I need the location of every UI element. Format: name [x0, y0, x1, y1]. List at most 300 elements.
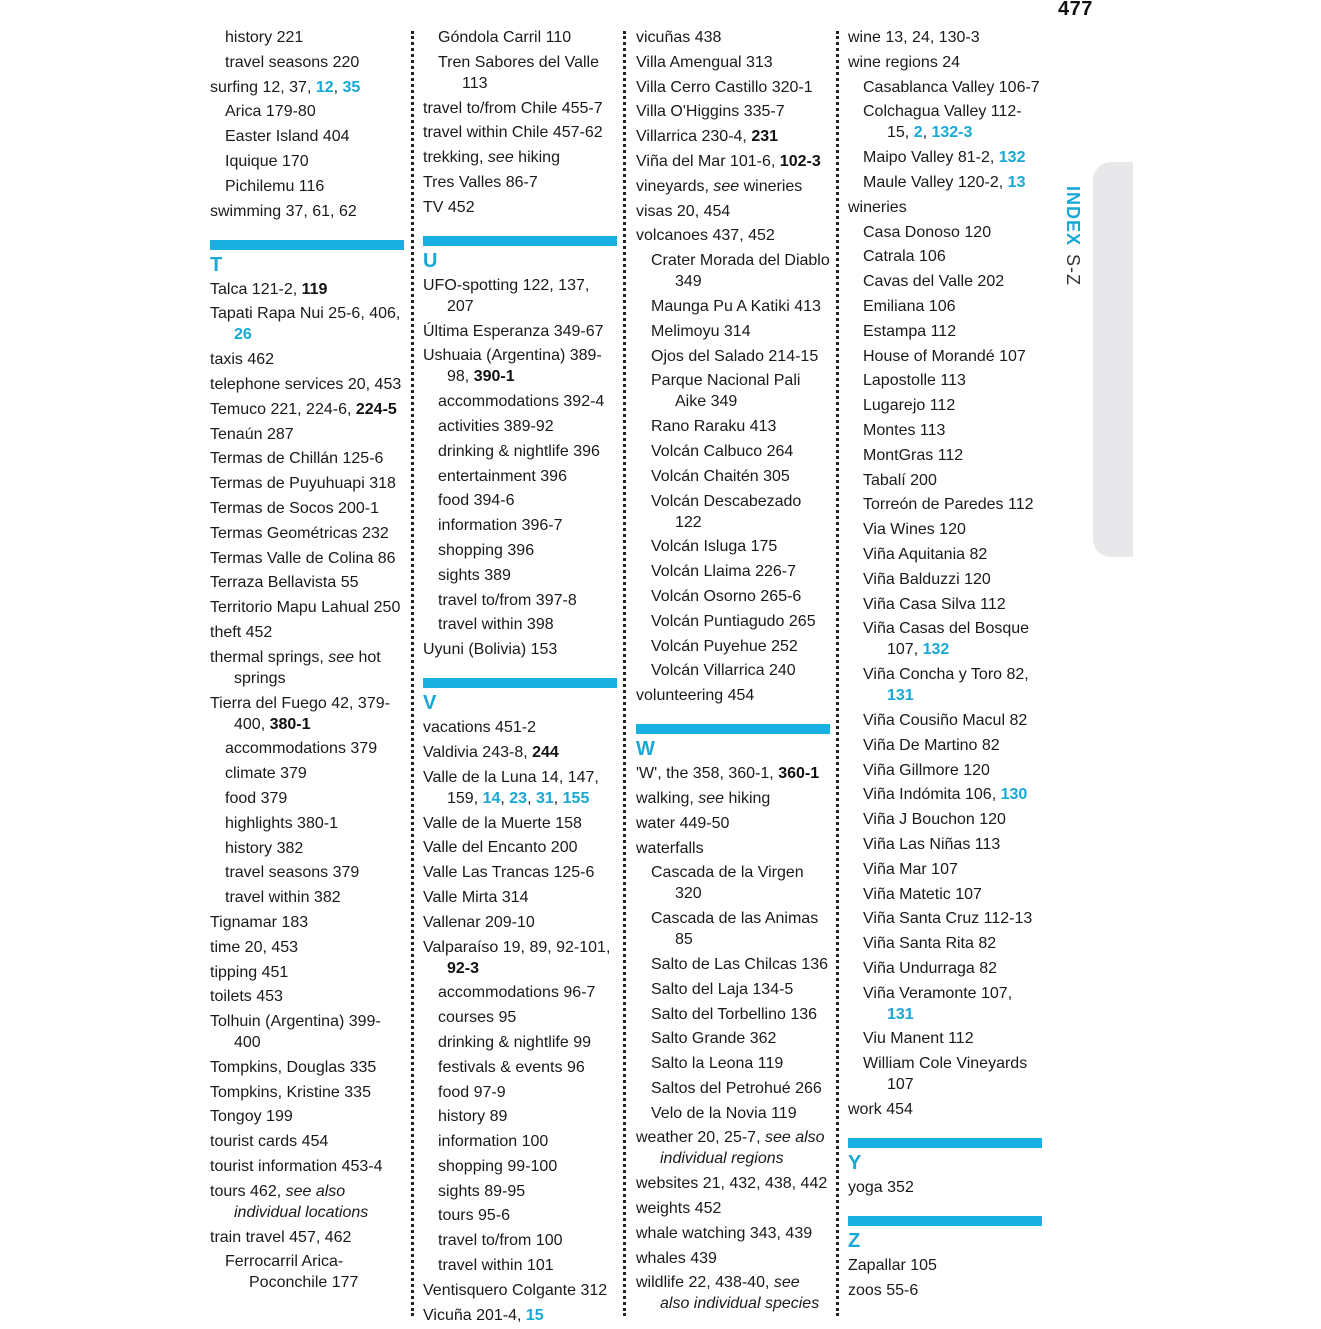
entry-text: Viña J Bouchon 120	[863, 811, 1006, 829]
entry-text: history 221	[225, 29, 304, 46]
index-subentry	[848, 664, 1042, 706]
map-page-ref: 132-3	[931, 124, 973, 142]
index-subentry	[848, 710, 1042, 731]
index-entry	[210, 201, 404, 222]
section-divider-bar	[210, 240, 404, 250]
main-page-ref: 380-1	[269, 715, 311, 733]
index-entry	[423, 813, 617, 834]
index-entry	[423, 98, 617, 119]
cross-reference: see	[487, 149, 514, 167]
entry-text: telephone services 20, 453	[210, 375, 402, 393]
index-entry	[210, 303, 404, 345]
index-column-4	[848, 27, 1042, 1305]
entry-text: wildlife 22, 438-40,	[636, 1274, 774, 1292]
main-page-ref: 224-5	[355, 400, 397, 418]
entry-text: trekking,	[423, 149, 488, 167]
entry-text: Valle de la Luna 14, 147, 159,	[423, 768, 599, 807]
entry-text: Estampa 112	[863, 322, 957, 340]
entry-text: Salto del Torbellino 136	[651, 1005, 818, 1023]
index-subentry	[848, 519, 1042, 540]
entry-text: Ushuaia (Argentina) 389-98,	[423, 347, 602, 386]
index-subentry	[848, 172, 1042, 193]
index-entry	[636, 126, 830, 147]
entry-text: ,	[500, 789, 510, 807]
entry-text: taxis 462	[210, 351, 275, 369]
entry-text: Tierra del Fuego 42, 379-400,	[210, 694, 390, 733]
index-subentry	[210, 887, 404, 908]
index-subentry	[636, 636, 830, 657]
entry-text: Termas de Chillán 125-6	[210, 450, 384, 468]
index-entry	[636, 813, 830, 834]
map-page-ref: 15	[525, 1306, 544, 1324]
cross-reference: see	[713, 177, 740, 195]
index-entry	[636, 838, 830, 859]
index-entry	[210, 1082, 404, 1103]
index-subentry	[848, 834, 1042, 855]
entry-text: Valle Mirta 314	[423, 888, 529, 906]
entry-text: Territorio Mapu Lahual 250	[210, 599, 401, 617]
entry-text: Temuco 221, 224-6,	[210, 400, 356, 418]
index-entry	[423, 717, 617, 738]
column-divider	[623, 31, 626, 1316]
entry-text: Termas Valle de Colina 86	[210, 549, 396, 567]
index-subentry	[423, 1032, 617, 1053]
entry-text: weights 452	[636, 1200, 722, 1218]
entry-text: travel seasons 379	[225, 864, 360, 882]
index-entry	[848, 197, 1042, 218]
index-entry	[423, 172, 617, 193]
entry-text: MontGras 112	[863, 446, 964, 464]
entry-text: drinking & nightlife 99	[438, 1033, 591, 1051]
index-entry	[210, 572, 404, 593]
index-subentry	[423, 1057, 617, 1078]
entry-text: Casa Donoso 120	[863, 223, 992, 241]
index-entry	[636, 151, 830, 172]
entry-text: Tren Sabores del Valle 113	[438, 53, 599, 92]
entry-text: Zapallar 105	[848, 1257, 937, 1275]
index-subentry	[848, 884, 1042, 905]
section-letter-heading: W	[636, 738, 655, 761]
entry-text: Tompkins, Douglas 335	[210, 1058, 377, 1076]
section-letter-heading: U	[423, 249, 438, 272]
entry-text: TV 452	[423, 198, 475, 216]
entry-text: Volcán Calbuco 264	[651, 442, 794, 460]
index-entry	[423, 275, 617, 317]
index-entry	[210, 912, 404, 933]
index-entry	[210, 1011, 404, 1053]
entry-text: Colchagua Valley 112-15,	[863, 103, 1022, 142]
entry-text: Volcán Llaima 226-7	[651, 563, 796, 581]
entry-text: weather 20, 25-7,	[636, 1129, 765, 1147]
entry-text: Terraza Bellavista 55	[210, 574, 359, 592]
index-entry	[636, 176, 830, 197]
entry-text: yoga 352	[848, 1179, 914, 1197]
index-subentry	[423, 1106, 617, 1127]
entry-text: Viña Las Niñas 113	[863, 835, 1001, 853]
entry-text: Última Esperanza 349-67	[423, 322, 604, 340]
entry-text: ,	[527, 789, 536, 807]
index-range-text: S-Z	[1063, 254, 1083, 287]
entry-text: sights 89-95	[438, 1182, 526, 1200]
index-subentry	[636, 1028, 830, 1049]
entry-text: highlights 380-1	[225, 814, 338, 832]
index-entry	[210, 937, 404, 958]
entry-text: Salto de Las Chilcas 136	[651, 955, 828, 973]
index-subentry	[210, 27, 404, 48]
index-subentry	[636, 660, 830, 681]
entry-text: food 379	[225, 789, 288, 807]
index-subentry	[636, 416, 830, 437]
entry-text: Lugarejo 112	[863, 397, 956, 415]
index-entry	[636, 1248, 830, 1269]
entry-text: Tignamar 183	[210, 913, 309, 931]
index-subentry	[636, 536, 830, 557]
entry-text: travel within 101	[438, 1257, 554, 1275]
entry-text: swimming 37, 61, 62	[210, 202, 357, 220]
entry-text: Volcán Chaitén 305	[651, 467, 790, 485]
index-subentry	[636, 1053, 830, 1074]
map-page-ref: 2	[913, 124, 923, 142]
index-subentry	[636, 611, 830, 632]
entry-text: Viña Undurraga 82	[863, 959, 998, 977]
index-subentry	[423, 466, 617, 487]
index-subentry	[636, 862, 830, 904]
index-entry	[636, 101, 830, 122]
entry-text: wine regions 24	[848, 53, 961, 71]
index-entry	[210, 448, 404, 469]
entry-text: Villa Cerro Castillo 320-1	[636, 78, 813, 96]
index-subentry	[636, 441, 830, 462]
entry-text: tours 95-6	[438, 1207, 511, 1225]
index-entry	[636, 201, 830, 222]
entry-text: Velo de la Novia 119	[651, 1104, 797, 1122]
entry-text: Villa O'Higgins 335-7	[636, 103, 785, 121]
entry-text: Catrala 106	[863, 248, 946, 266]
entry-text: Viña Santa Rita 82	[863, 935, 997, 953]
entry-text: shopping 99-100	[438, 1157, 558, 1175]
index-subentry	[848, 296, 1042, 317]
entry-text: hiking	[724, 789, 771, 807]
index-entry	[210, 693, 404, 735]
entry-text: Villa Amengual 313	[636, 53, 773, 71]
entry-text: wineries	[848, 198, 907, 216]
index-subentry	[636, 586, 830, 607]
index-entry	[210, 1131, 404, 1152]
index-entry	[636, 685, 830, 706]
index-entry	[636, 1223, 830, 1244]
index-entry	[423, 197, 617, 218]
index-entry	[210, 1057, 404, 1078]
entry-text: tourist cards 454	[210, 1133, 329, 1151]
index-subentry	[848, 346, 1042, 367]
entry-text: Torreón de Paredes 112	[863, 496, 1034, 514]
main-page-ref: 390-1	[473, 368, 515, 386]
entry-text: vineyards,	[636, 177, 714, 195]
index-subentry	[423, 52, 617, 94]
index-entry	[210, 597, 404, 618]
index-entry	[848, 1280, 1042, 1301]
section-letter-heading: V	[423, 692, 437, 715]
index-entry	[423, 147, 617, 168]
entry-text: Salto la Leona 119	[651, 1055, 784, 1073]
index-subentry	[636, 296, 830, 317]
index-subentry	[636, 1004, 830, 1025]
index-subentry	[210, 738, 404, 759]
index-entry	[210, 986, 404, 1007]
entry-text: Emiliana 106	[863, 297, 956, 315]
index-subentry	[848, 784, 1042, 805]
index-subentry	[848, 569, 1042, 590]
entry-text: Termas Geométricas 232	[210, 524, 389, 542]
index-subentry	[636, 561, 830, 582]
entry-text: vicuñas 438	[636, 29, 722, 46]
main-page-ref: 231	[751, 128, 779, 146]
map-page-ref: 14	[482, 789, 501, 807]
entry-text: theft 452	[210, 623, 273, 641]
index-subentry	[636, 908, 830, 950]
index-entry	[636, 27, 830, 48]
index-subentry	[848, 395, 1042, 416]
entry-text: Valdivia 243-8,	[423, 743, 533, 761]
entry-text: accommodations 379	[225, 740, 378, 758]
entry-text: Pichilemu 116	[225, 177, 325, 195]
index-entry	[848, 52, 1042, 73]
index-subentry	[848, 420, 1042, 441]
entry-text: food 394-6	[438, 492, 515, 510]
index-entry	[636, 1173, 830, 1194]
index-subentry	[848, 470, 1042, 491]
index-subentry	[848, 933, 1042, 954]
entry-text: Melimoyu 314	[651, 322, 751, 340]
section-letter-heading: T	[210, 253, 223, 276]
entry-text: travel to/from 100	[438, 1232, 563, 1250]
index-subentry	[848, 321, 1042, 342]
index-subentry	[848, 760, 1042, 781]
entry-text: House of Morandé 107	[863, 347, 1026, 365]
index-entry	[423, 1305, 617, 1326]
entry-text: Volcán Puntiagudo 265	[651, 612, 816, 630]
main-page-ref: 92-3	[447, 959, 480, 977]
entry-text: Viña del Mar 101-6,	[636, 152, 780, 170]
entry-text: entertainment 396	[438, 467, 567, 485]
cross-reference: see also individual locations	[234, 1182, 369, 1221]
map-page-ref: 26	[234, 326, 252, 344]
index-subentry	[423, 441, 617, 462]
index-subentry	[636, 491, 830, 533]
entry-text: shopping 396	[438, 541, 535, 559]
index-column-2	[423, 27, 617, 1329]
main-page-ref: 360-1	[778, 765, 820, 783]
index-subentry	[848, 222, 1042, 243]
index-subentry	[848, 246, 1042, 267]
index-entry	[210, 1227, 404, 1248]
index-entry	[636, 52, 830, 73]
index-subentry	[423, 1131, 617, 1152]
column-divider	[836, 31, 839, 1316]
entry-text: time 20, 453	[210, 938, 299, 956]
index-subentry	[210, 151, 404, 172]
index-subentry	[848, 594, 1042, 615]
entry-text: Cascada de la Virgen 320	[651, 864, 804, 903]
entry-text: Volcán Osorno 265-6	[651, 587, 802, 605]
index-entry	[636, 77, 830, 98]
entry-text: Tolhuin (Argentina) 399-400	[210, 1013, 381, 1052]
map-page-ref: 132	[998, 149, 1026, 167]
index-subentry	[636, 321, 830, 342]
entry-text: ,	[333, 78, 343, 96]
entry-text: wine 13, 24, 130-3	[848, 29, 980, 46]
column-divider	[411, 31, 414, 1316]
entry-text: Parque Nacional Pali Aike 349	[651, 372, 801, 411]
index-entry	[210, 548, 404, 569]
section-letter-heading: Y	[848, 1152, 862, 1175]
cross-reference: see	[328, 648, 355, 666]
entry-text: tipping 451	[210, 963, 289, 981]
entry-text: Maunga Pu A Katiki 413	[651, 297, 821, 315]
index-column-3	[636, 27, 830, 1318]
index-subentry	[636, 250, 830, 292]
entry-text: Saltos del Petrohué 266	[651, 1079, 822, 1097]
index-entry	[848, 1177, 1042, 1198]
entry-text: hiking	[513, 149, 560, 167]
entry-text: Rano Raraku 413	[651, 418, 777, 436]
index-subentry	[848, 445, 1042, 466]
index-entry	[636, 1272, 830, 1314]
map-page-ref: 12	[315, 78, 334, 96]
index-subentry	[636, 370, 830, 412]
entry-text: Via Wines 120	[863, 521, 966, 539]
index-subentry	[210, 763, 404, 784]
entry-text: sights 389	[438, 566, 511, 584]
index-subentry	[848, 271, 1042, 292]
index-subentry	[848, 735, 1042, 756]
entry-text: Viña De Martino 82	[863, 736, 1000, 754]
index-subentry	[423, 982, 617, 1003]
index-entry	[423, 937, 617, 979]
index-entry	[210, 349, 404, 370]
main-page-ref: 119	[301, 280, 328, 298]
index-subentry	[210, 813, 404, 834]
index-subentry	[210, 52, 404, 73]
entry-text: Viña Casas del Bosque 107,	[863, 620, 1030, 659]
index-subentry	[636, 954, 830, 975]
index-entry	[848, 27, 1042, 48]
index-entry	[210, 1106, 404, 1127]
index-entry	[423, 1280, 617, 1301]
entry-text: travel to/from 397-8	[438, 591, 577, 609]
index-subentry	[636, 1103, 830, 1124]
index-subentry	[636, 346, 830, 367]
entry-text: Viña Aquitania 82	[863, 545, 988, 563]
entry-text: Góndola Carril 110	[438, 29, 572, 46]
entry-text: zoos 55-6	[848, 1281, 919, 1299]
entry-text: Valle del Encanto 200	[423, 839, 578, 857]
entry-text: Cavas del Valle 202	[863, 273, 1005, 291]
entry-text: Maipo Valley 81-2,	[863, 149, 999, 167]
map-page-ref: 31	[535, 789, 554, 807]
index-entry	[210, 374, 404, 395]
index-entry	[636, 1127, 830, 1169]
entry-text: courses 95	[438, 1009, 517, 1027]
main-page-ref: 102-3	[779, 152, 821, 170]
map-page-ref: 132	[922, 641, 950, 659]
map-page-ref: 13	[1007, 173, 1026, 191]
entry-text: Montes 113	[863, 421, 946, 439]
entry-text: Volcán Puyehue 252	[651, 637, 798, 655]
entry-text: 'W', the 358, 360-1,	[636, 765, 779, 783]
entry-text: Salto del Laja 134-5	[651, 980, 794, 998]
entry-text: Valle de la Muerte 158	[423, 814, 582, 832]
index-entry	[636, 763, 830, 784]
index-subentry	[848, 983, 1042, 1025]
entry-text: toilets 453	[210, 988, 283, 1006]
map-page-ref: 131	[887, 1005, 914, 1023]
index-entry	[636, 788, 830, 809]
index-column-1	[210, 27, 404, 1297]
index-entry	[848, 1099, 1042, 1120]
index-subentry	[848, 958, 1042, 979]
entry-text: travel seasons 220	[225, 53, 360, 71]
index-entry	[210, 1181, 404, 1223]
entry-text: Tongoy 199	[210, 1108, 293, 1126]
entry-text: ,	[553, 789, 563, 807]
entry-text: Ojos del Salado 214-15	[651, 347, 819, 365]
index-subentry	[423, 1230, 617, 1251]
index-entry	[210, 647, 404, 689]
index-subentry	[848, 1053, 1042, 1095]
entry-text: history 382	[225, 839, 304, 857]
index-subentry	[848, 908, 1042, 929]
index-entry	[210, 279, 404, 300]
page-number: 477	[1058, 0, 1093, 20]
entry-text: William Cole Vineyards 107	[863, 1055, 1028, 1094]
entry-text: Lapostolle 113	[863, 372, 966, 390]
entry-text: Tapati Rapa Nui 25-6, 406,	[210, 305, 401, 323]
index-entry	[423, 767, 617, 809]
index-entry	[423, 345, 617, 387]
map-page-ref: 155	[562, 789, 590, 807]
entry-text: Villarrica 230-4,	[636, 128, 752, 146]
section-divider-bar	[848, 1216, 1042, 1226]
entry-text: Termas de Puyuhuapi 318	[210, 475, 396, 493]
entry-text: ,	[922, 124, 932, 142]
entry-text: festivals & events 96	[438, 1058, 585, 1076]
entry-text: Casablanca Valley 106-7	[863, 78, 1040, 96]
entry-text: Viña Mar 107	[863, 860, 958, 878]
entry-text: travel within 398	[438, 616, 554, 634]
index-entry	[423, 837, 617, 858]
entry-text: waterfalls	[636, 839, 704, 857]
map-page-ref: 131	[887, 687, 914, 705]
entry-text: travel to/from Chile 455-7	[423, 99, 603, 117]
index-subentry	[848, 77, 1042, 98]
entry-text: Vallenar 209-10	[423, 913, 535, 931]
entry-text: Maule Valley 120-2,	[863, 173, 1008, 191]
entry-text: Arica 179-80	[225, 103, 316, 121]
index-subentry	[210, 126, 404, 147]
index-side-tab	[1093, 162, 1133, 557]
index-subentry	[848, 147, 1042, 168]
index-subentry	[848, 859, 1042, 880]
map-page-ref: 23	[509, 789, 528, 807]
index-subentry	[210, 838, 404, 859]
entry-text: Viña Veramonte 107,	[863, 984, 1013, 1002]
entry-text: Viña Concha y Toro 82,	[863, 666, 1029, 684]
index-section-label	[1057, 186, 1085, 306]
entry-text: whale watching 343, 439	[636, 1224, 813, 1242]
index-entry	[423, 862, 617, 883]
entry-text: Viña Matetic 107	[863, 885, 982, 903]
